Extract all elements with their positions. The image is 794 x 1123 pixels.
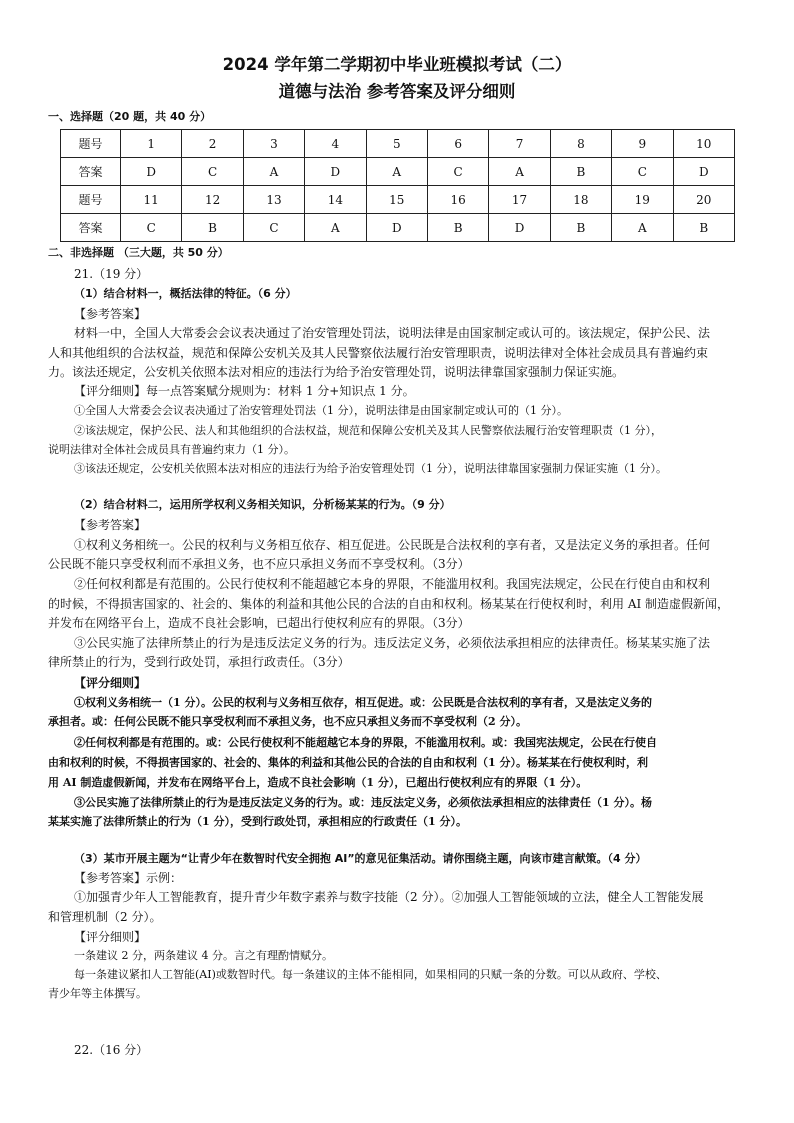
table-cell: A [612, 214, 673, 242]
p2-rule-line: 由和权利的时候，不得损害国家的、社会的、集体的利益和其他公民的合法的自由和权利（1 分）。杨某某在行使权利时，利 [48, 756, 648, 769]
page-title: 2024 学年第二学期初中毕业班模拟考试（二） [222, 55, 572, 74]
table-cell: 4 [305, 130, 366, 158]
table-cell: D [366, 214, 427, 242]
p2-rule-line: 某某实施了法律所禁止的行为（1 分），受到行政处罚，承担相应的行政责任（1 分）。 [48, 815, 467, 828]
p2-rule-line: 承担者。或：任何公民既不能只享受权利而不承担义务，也不应只承担义务而不享受权利（2 分）。 [48, 715, 527, 728]
table-cell: B [427, 214, 488, 242]
section1-heading: 一、选择题（20 题，共 40 分） [48, 110, 212, 123]
table-cell: 13 [243, 186, 304, 214]
section2-heading: 二、非选择题 （三大题，共 50 分） [48, 246, 229, 259]
p2-rule-line: ③公民实施了法律所禁止的行为是违反法定义务的行为。或：违反法定义务，必须依法承担相应的法律责任（1 分）。杨 [74, 796, 652, 809]
p2-rule-line: 用 AI 制造虚假新闻，并发布在网络平台上，造成不良社会影响（1 分），已超出行使权利应有的界限（1 分）。 [48, 776, 588, 789]
q22-label: 22.（16 分） [74, 1043, 149, 1057]
p1-rule-line: 【评分细则】每一点答案赋分规则为：材料 1 分+知识点 1 分。 [74, 384, 415, 398]
table-cell: 12 [182, 186, 243, 214]
table-cell: A [305, 214, 366, 242]
table-row-header: 答案 [61, 214, 121, 242]
p1-question: （1）结合材料一，概括法律的特征。（6 分） [74, 287, 297, 300]
p2-ref-line: 的时候，不得损害国家的、社会的、集体的利益和其他公民的合法的自由和权利。杨某某在行使权利时，利用 AI 制造虚假新闻， [48, 597, 730, 611]
p2-rule-line: ①权利义务相统一（1 分）。公民的权利与义务相互依存，相互促进。或：公民既是合法权利的享有者，又是法定义务的 [74, 696, 652, 709]
p1-ref-line: 材料一中，全国人大常委会会议表决通过了治安管理处罚法，说明法律是由国家制定或认可的。该法规定，保护公民、法 [74, 326, 711, 340]
table-cell: B [550, 158, 611, 186]
p2-ref-line: ②任何权利都是有范围的。公民行使权利不能超越它本身的界限，不能滥用权利。我国宪法规定，公民在行使自由和权利 [74, 577, 711, 591]
table-row-header: 题号 [61, 130, 121, 158]
table-row [61, 186, 735, 214]
table-cell: 10 [673, 130, 734, 158]
table-cell: 2 [182, 130, 243, 158]
table-cell: D [673, 158, 734, 186]
table-cell: 17 [489, 186, 550, 214]
table-cell: 6 [427, 130, 488, 158]
p1-rule-item: ①全国人大常委会会议表决通过了治安管理处罚法（1 分），说明法律是由国家制定或认可的（1 分）。 [74, 404, 568, 417]
p3-ref-item: ①加强青少年人工智能教育，提升青少年数字素养与数字技能（2 分）。②加强人工智能领域的立法，健全人工智能发展 [74, 890, 704, 904]
table-cell: 11 [121, 186, 182, 214]
p1-ref-line: 力。该法还规定，公安机关依照本法对相应的违法行为给予治安管理处罚，说明法律靠国家强制力保证实施。 [48, 365, 625, 379]
table-cell: 20 [673, 186, 734, 214]
table-cell: C [612, 158, 673, 186]
p2-ref-line: 公民既不能只享受权利而不承担义务，也不应只承担义务而不享受权利。（3分） [48, 557, 470, 571]
table-cell: 8 [550, 130, 611, 158]
table-row [61, 158, 735, 186]
p3-ref-item: 和管理机制（2 分）。 [48, 910, 162, 924]
p2-ref-tag: 【参考答案】 [74, 518, 147, 532]
table-cell: C [182, 158, 243, 186]
table-cell: A [489, 158, 550, 186]
table-cell: 1 [121, 130, 182, 158]
table-cell: 3 [243, 130, 304, 158]
answer-table [60, 129, 735, 242]
table-cell: A [243, 158, 304, 186]
p2-rule-line: ②任何权利都是有范围的。或：公民行使权利不能超越它本身的界限，不能滥用权利。或：我国宪法规定，公民在行使自 [74, 736, 657, 749]
table-cell: 5 [366, 130, 427, 158]
table-row [61, 214, 735, 242]
table-row [61, 130, 735, 158]
p3-rule-item: 每一条建议紧扣人工智能(AI)或数智时代。每一条建议的主体不能相同，如果相同的只赋一条的分数。可以从政府、学校、 [74, 968, 667, 981]
table-cell: D [489, 214, 550, 242]
table-cell: A [366, 158, 427, 186]
table-cell: 7 [489, 130, 550, 158]
p3-ref-line: 【参考答案】示例： [74, 871, 183, 885]
p3-rule-tag: 【评分细则】 [74, 930, 147, 944]
p3-rule-item: 青少年等主体撰写。 [48, 987, 147, 1000]
p2-ref-line: 并发布在网络平台上，造成不良社会影响，已超出行使权利应有的界限。（3分） [48, 616, 470, 630]
p2-ref-line: 律所禁止的行为，受到行政处罚，承担行政责任。（3分） [48, 655, 350, 669]
table-cell: 18 [550, 186, 611, 214]
p2-ref-line: ③公民实施了法律所禁止的行为是违反法定义务的行为。违反法定义务，必须依法承担相应的法律责任。杨某某实施了法 [74, 636, 711, 650]
p1-rule-item: 说明法律对全体社会成员具有普遍约束力（1 分）。 [48, 443, 295, 456]
p2-question: （2）结合材料二，运用所学权利义务相关知识，分析杨某某的行为。（9 分） [74, 498, 451, 511]
table-cell: B [673, 214, 734, 242]
p1-rule-item: ②该法规定，保护公民、法人和其他组织的合法权益，规范和保障公安机关及其人民警察依法履行治安管理职责（1 分）， [74, 424, 662, 437]
table-row-header: 题号 [61, 186, 121, 214]
p1-ref-tag: 【参考答案】 [74, 307, 147, 321]
table-cell: D [305, 158, 366, 186]
p1-rule-item: ③该法还规定，公安机关依照本法对相应的违法行为给予治安管理处罚（1 分），说明法律靠国家强制力保证实施（1 分）。 [74, 462, 667, 475]
table-cell: B [550, 214, 611, 242]
p2-ref-line: ①权利义务相统一。公民的权利与义务相互依存、相互促进。公民既是合法权利的享有者，又是法定义务的承担者。任何 [74, 538, 711, 552]
table-cell: D [121, 158, 182, 186]
table-cell: 19 [612, 186, 673, 214]
table-cell: 16 [427, 186, 488, 214]
page-subtitle: 道德与法治 参考答案及评分细则 [278, 82, 516, 101]
q21-label: 21.（19 分） [74, 267, 149, 281]
table-cell: 9 [612, 130, 673, 158]
table-cell: B [182, 214, 243, 242]
p2-rule-tag: 【评分细则】 [74, 676, 147, 690]
p1-ref-line: 人和其他组织的合法权益，规范和保障公安机关及其人民警察依法履行治安管理职责，说明法律对全体社会成员具有普遍约束 [48, 346, 709, 360]
p3-question: （3）某市开展主题为“让青少年在数智时代安全拥抱 AI”的意见征集活动。请你围绕主题，向该市建言献策。（4 分） [74, 852, 647, 865]
table-row-header: 答案 [61, 158, 121, 186]
table-cell: C [243, 214, 304, 242]
table-cell: C [427, 158, 488, 186]
table-cell: 14 [305, 186, 366, 214]
table-cell: C [121, 214, 182, 242]
p3-rule-item: 一条建议 2 分，两条建议 4 分。言之有理酌情赋分。 [74, 949, 333, 962]
table-cell: 15 [366, 186, 427, 214]
